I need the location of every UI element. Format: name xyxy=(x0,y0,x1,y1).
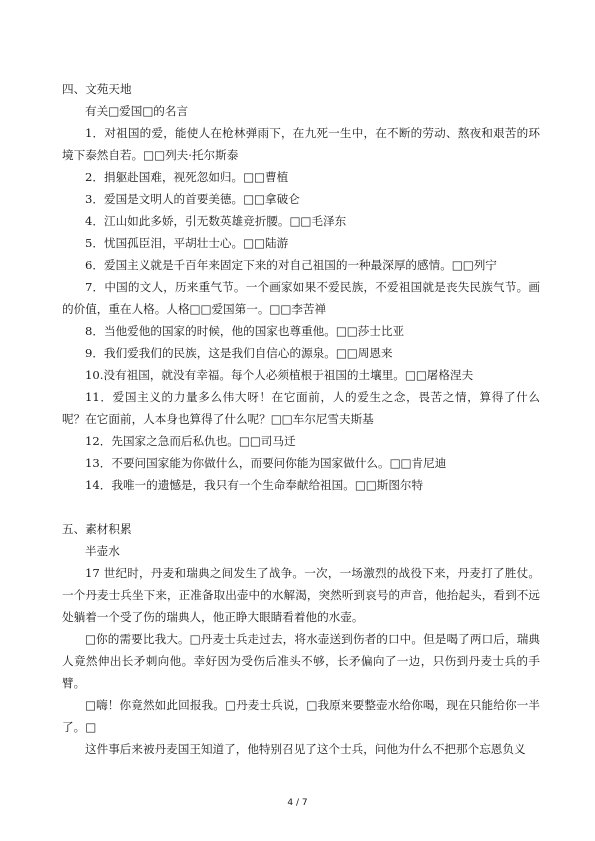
page-number: 4 / 7 xyxy=(287,798,308,808)
quote-item: 1．对祖国的爱，能使人在枪林弹雨下，在九死一生中，在不断的劳动、熬夜和艰苦的环境下泰然自若。□□列夫·托尔斯泰 xyxy=(62,126,540,162)
story-title: 半壶水 xyxy=(85,544,120,558)
quote-item: 8．当他爱他的国家的时候，他的国家也尊重他。□□莎士比亚 xyxy=(85,324,405,338)
story-paragraph: □嗨！你竟然如此回报我。□丹麦士兵说，□我原来要整壶水给你喝，现在只能给你一半了。□ xyxy=(62,698,540,734)
quote-item: 11．爱国主义的力量多么伟大呀！在它面前，人的爱生之念，畏苦之情，算得了什么呢？在它面前，人本身也算得了什么呢？□□车尔尼雪夫斯基 xyxy=(62,390,540,426)
quote-item: 13．不要问国家能为你做什么，而要问你能为国家做什么。□□肯尼迪 xyxy=(85,456,447,470)
quote-item: 2．捐躯赴国难，视死忽如归。□□曹植 xyxy=(85,170,289,184)
section-heading-sucai: 五、素材积累 xyxy=(62,522,132,536)
quote-item: 6．爱国主义就是千百年来固定下来的对自己祖国的一种最深厚的感情。□□列宁 xyxy=(85,258,497,272)
quote-item: 12．先国家之急而后私仇也。□□司马迁 xyxy=(85,434,296,448)
quote-item: 5．忧国孤臣泪，平胡壮士心。□□陆游 xyxy=(85,236,289,250)
story-paragraph: 这件事后来被丹麦国王知道了，他特别召见了这个士兵，问他为什么不把那个忘恩负义 xyxy=(85,742,526,756)
story-paragraph: □你的需要比我大。□丹麦士兵走过去，将水壶送到伤者的口中。但是喝了两口后，瑞典人竟然伸出长矛刺向他。幸好因为受伤后准头不够，长矛偏向了一边，只伤到丹麦士兵的手臂。 xyxy=(62,632,540,690)
quote-item: 9．我们爱我们的民族，这是我们自信心的源泉。□□周恩来 xyxy=(85,346,393,360)
section-heading-wenyuan: 四、文苑天地 xyxy=(62,82,132,96)
quote-item: 10.没有祖国，就没有幸福。每个人必须植根于祖国的土壤里。□□屠格涅夫 xyxy=(85,368,474,382)
section-spacer xyxy=(62,496,540,518)
quote-item: 4．江山如此多娇，引无数英雄竞折腰。□□毛泽东 xyxy=(85,214,347,228)
page-content xyxy=(62,78,540,760)
quote-item: 3．爱国是文明人的首要美德。□□拿破仑 xyxy=(85,192,300,206)
story-paragraph: 17 世纪时，丹麦和瑞典之间发生了战争。一次，一场激烈的战役下来，丹麦打了胜仗。一个丹麦士兵坐下来，正准备取出壶中的水解渴，突然听到哀号的声音，他抬起头，看到不远处躺着一个受了伤的瑞典人，他正睁大眼睛看着他的水壶。 xyxy=(62,566,540,624)
quote-item: 7．中国的文人，历来重气节。一个画家如果不爱民族，不爱祖国就是丧失民族气节。画的价值，重在人格。人格□□爱国第一。□□李苦禅 xyxy=(62,280,540,316)
quotes-subtitle: 有关□爱国□的名言 xyxy=(85,104,189,118)
quote-item: 14．我唯一的遗憾是，我只有一个生命奉献给祖国。□□斯图尔特 xyxy=(85,478,424,492)
